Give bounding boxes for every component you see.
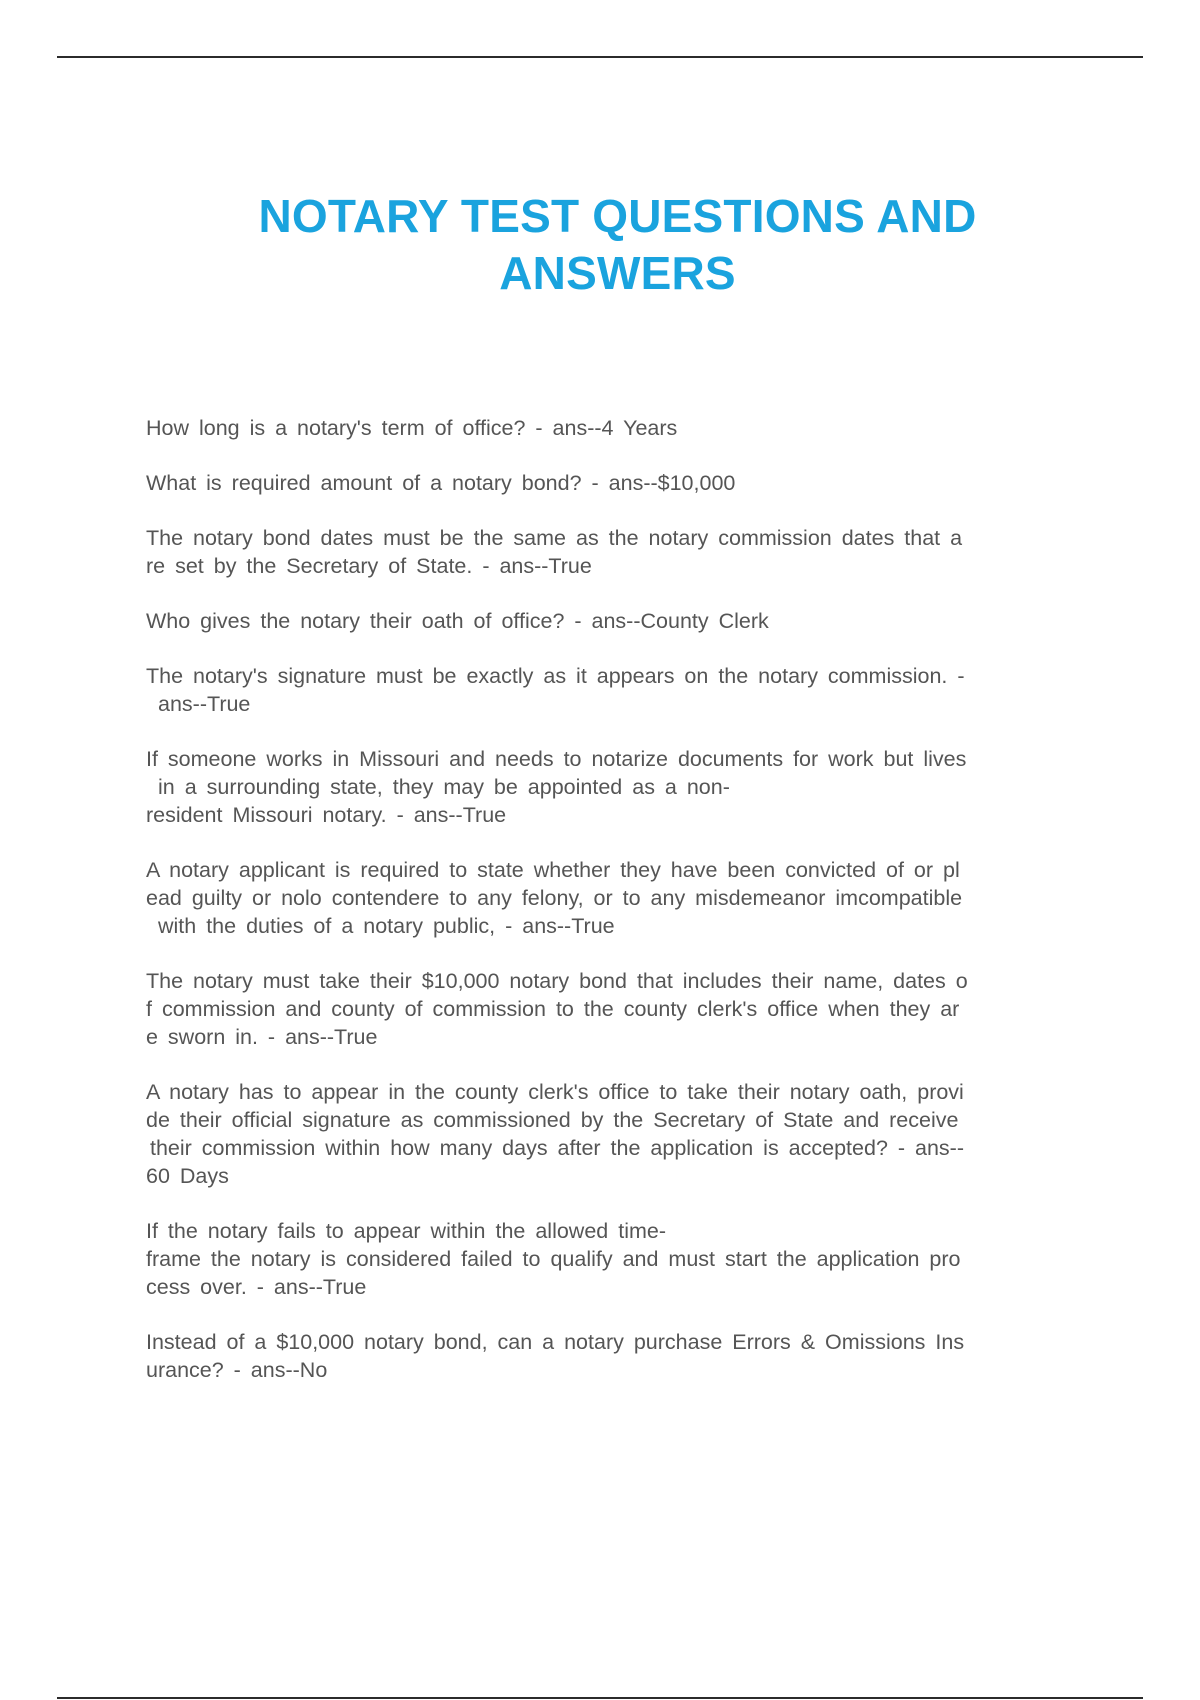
qa-item bbox=[146, 745, 1086, 829]
top-rule bbox=[57, 56, 1143, 58]
qa-item bbox=[146, 607, 1086, 635]
qa-line: re set by the Secretary of State. - ans--True bbox=[146, 554, 592, 578]
qa-line: cess over. - ans--True bbox=[146, 1275, 367, 1299]
qa-line: with the duties of a notary public, - ans--True bbox=[158, 914, 615, 938]
qa-line: resident Missouri notary. - ans--True bbox=[146, 803, 507, 827]
qa-item bbox=[146, 524, 1086, 580]
qa-line: urance? - ans--No bbox=[146, 1358, 328, 1382]
qa-item bbox=[146, 856, 1086, 940]
qa-line: The notary must take their $10,000 notary bond that includes their name, dates o bbox=[146, 969, 968, 993]
qa-line: The notary bond dates must be the same as the notary commission dates that a bbox=[146, 526, 963, 550]
qa-line: If someone works in Missouri and needs to notarize documents for work but lives bbox=[146, 747, 967, 771]
qa-line: their commission within how many days after the application is accepted? - ans-- bbox=[150, 1136, 964, 1160]
qa-item bbox=[146, 967, 1086, 1051]
qa-item bbox=[146, 414, 1086, 442]
qa-line: How long is a notary's term of office? - ans--4 Years bbox=[146, 416, 678, 440]
qa-line: f commission and county of commission to the county clerk's office when they ar bbox=[146, 997, 960, 1021]
qa-line: frame the notary is considered failed to qualify and must start the application pro bbox=[146, 1247, 961, 1271]
qa-line: A notary has to appear in the county clerk's office to take their notary oath, provi bbox=[146, 1080, 964, 1104]
bottom-rule bbox=[57, 1697, 1143, 1699]
qa-line: ans--True bbox=[158, 692, 251, 716]
qa-line: The notary's signature must be exactly as it appears on the notary commission. - bbox=[146, 664, 965, 688]
qa-line: Who gives the notary their oath of office? - ans--County Clerk bbox=[146, 609, 769, 633]
qa-line: 60 Days bbox=[146, 1164, 229, 1188]
title-line-1: NOTARY TEST QUESTIONS AND bbox=[258, 190, 977, 242]
qa-item bbox=[146, 469, 1086, 497]
qa-line: de their official signature as commissioned by the Secretary of State and receive bbox=[146, 1108, 959, 1132]
qa-list bbox=[146, 414, 1086, 1411]
qa-line: e sworn in. - ans--True bbox=[146, 1025, 378, 1049]
qa-item bbox=[146, 1217, 1086, 1301]
title-line-2: ANSWERS bbox=[499, 247, 736, 299]
qa-line: What is required amount of a notary bond? - ans--$10,000 bbox=[146, 471, 736, 495]
qa-line: Instead of a $10,000 notary bond, can a notary purchase Errors & Omissions Ins bbox=[146, 1330, 965, 1354]
qa-item bbox=[146, 662, 1086, 718]
qa-item bbox=[146, 1078, 1086, 1190]
qa-item bbox=[146, 1328, 1086, 1384]
qa-line: ead guilty or nolo contendere to any felony, or to any misdemeanor imcompatible bbox=[146, 886, 963, 910]
document-title bbox=[0, 188, 1200, 302]
qa-line: If the notary fails to appear within the allowed time- bbox=[146, 1219, 667, 1243]
qa-line: in a surrounding state, they may be appointed as a non- bbox=[158, 775, 730, 799]
qa-line: A notary applicant is required to state whether they have been convicted of or pl bbox=[146, 858, 960, 882]
